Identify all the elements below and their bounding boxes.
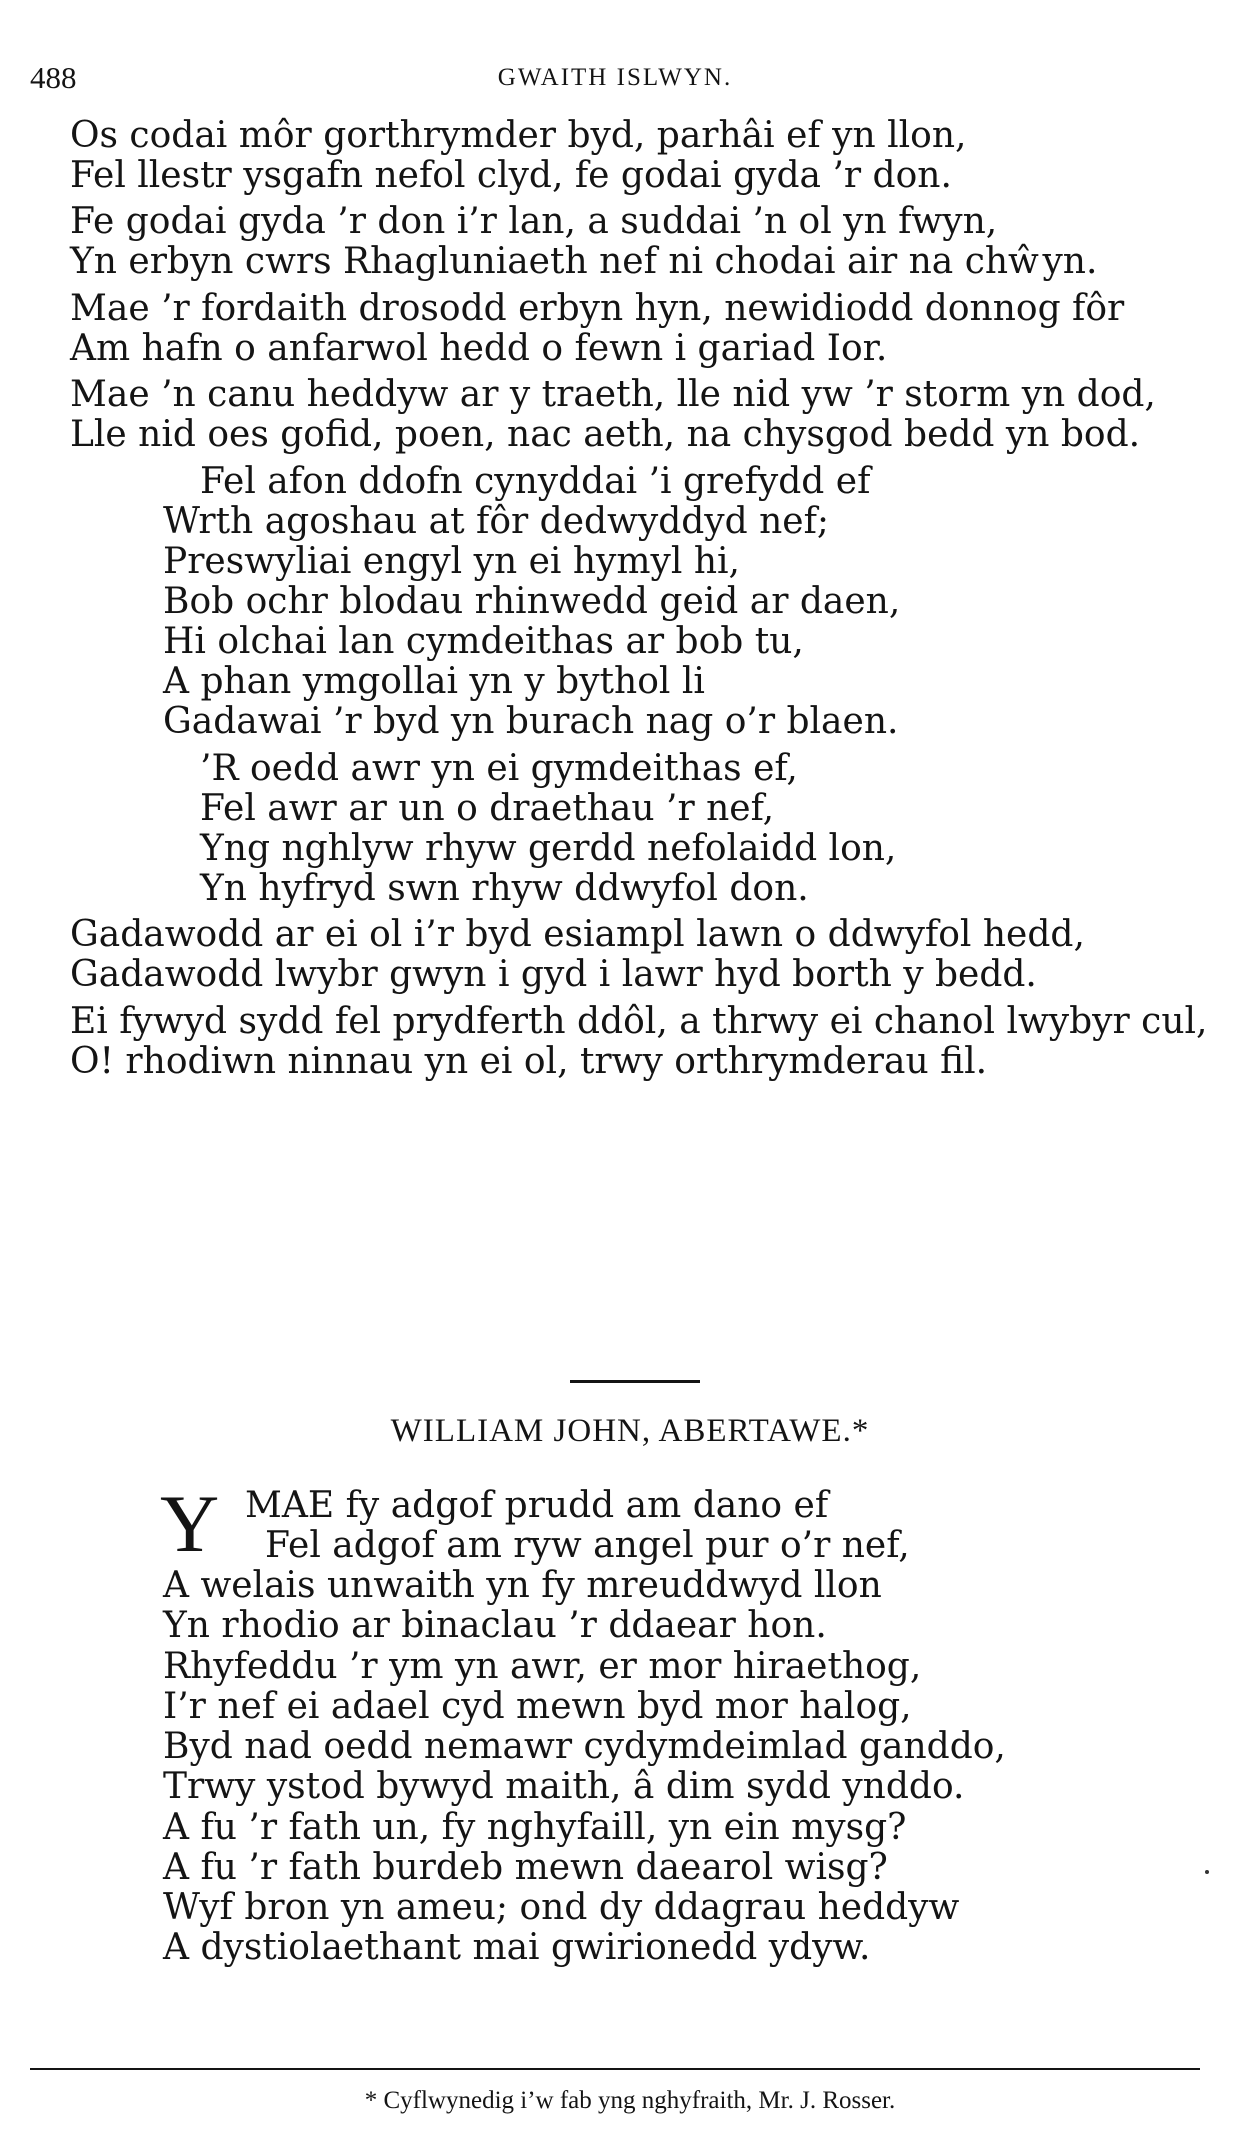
running-head: GWAITH ISLWYN. [497, 64, 733, 91]
verse-line: Mae ’r fordaith drosodd erbyn hyn, newidiodd donnog fôr [70, 288, 1125, 329]
verse-line: Wyf bron yn ameu; ond dy ddagrau heddyw [163, 1887, 960, 1928]
footnote-rule [30, 2068, 1200, 2070]
verse-line: Mae ’n canu heddyw ar y traeth, lle nid yw ’r storm yn dod, [70, 374, 1156, 415]
verse-line: Gadawodd ar ei ol i’r byd esiampl lawn o ddwyfol hedd, [70, 914, 1085, 955]
verse-line: A phan ymgollai yn y bythol li [163, 661, 705, 702]
drop-cap: Y [160, 1478, 220, 1569]
verse-line: Hi olchai lan cymdeithas ar bob tu, [163, 621, 804, 662]
verse-line: A fu ’r fath burdeb mewn daearol wisg? [163, 1847, 888, 1888]
verse-line: Lle nid oes gofid, poen, nac aeth, na chysgod bedd yn bod. [70, 414, 1141, 455]
verse-line: Wrth agoshau at fôr dedwyddyd nef; [163, 501, 830, 542]
verse-line: Os codai môr gorthrymder byd, parhâi ef yn llon, [70, 115, 967, 156]
verse-line: Yn erbyn cwrs Rhagluniaeth nef ni chodai air na chŵyn. [70, 241, 1098, 282]
verse-line: Fel awr ar un o draethau ’r nef, [200, 788, 775, 829]
verse-line: Gadawodd lwybr gwyn i gyd i lawr hyd borth y bedd. [70, 954, 1037, 995]
verse-line: A fu ’r fath un, fy nghyfaill, yn ein mysg? [163, 1807, 907, 1848]
footnote: * Cyflwynedig i’w fab yng nghyfraith, Mr. J. Rosser. [364, 2087, 896, 2114]
verse-line: Fel llestr ysgafn nefol clyd, fe godai gyda ’r don. [70, 155, 952, 196]
verse-line: Yng nghlyw rhyw gerdd nefolaidd lon, [200, 828, 897, 869]
print-speck [1205, 1870, 1209, 1874]
verse-line: I’r nef ei adael cyd mewn byd mor halog, [163, 1686, 912, 1727]
verse-line: Rhyfeddu ’r ym yn awr, er mor hiraethog, [163, 1646, 922, 1687]
verse-line: A dystiolaethant mai gwirionedd ydyw. [163, 1927, 871, 1968]
section-divider [570, 1380, 700, 1383]
verse-line: Ei fywyd sydd fel prydferth ddôl, a thrwy ei chanol lwybyr cul, [70, 1001, 1208, 1042]
verse-line: Yn rhodio ar binaclau ’r ddaear hon. [163, 1605, 827, 1646]
verse-line: Bob ochr blodau rhinwedd geid ar daen, [163, 581, 901, 622]
verse-line: Am hafn o anfarwol hedd o fewn i gariad Ior. [70, 328, 888, 369]
verse-line: Fel adgof am ryw angel pur o’r nef, [265, 1525, 910, 1566]
verse-line: ’R oedd awr yn ei gymdeithas ef, [200, 748, 798, 789]
verse-line: O! rhodiwn ninnau yn ei ol, trwy orthrymderau fil. [70, 1041, 988, 1082]
verse-line: Trwy ystod bywyd maith, â dim sydd ynddo. [163, 1766, 965, 1807]
verse-line: Yn hyfryd swn rhyw ddwyfol don. [200, 868, 809, 909]
verse-line: Fel afon ddofn cynyddai ’i grefydd ef [200, 461, 871, 502]
verse-line: Byd nad oedd nemawr cydymdeimlad ganddo, [163, 1726, 1006, 1767]
verse-line: MAE fy adgof prudd am dano ef [245, 1485, 829, 1526]
page-number: 488 [30, 60, 77, 95]
page-header [30, 60, 1200, 100]
verse-line: Gadawai ’r byd yn burach nag o’r blaen. [163, 701, 899, 742]
verse-line: Fe godai gyda ’r don i’r lan, a suddai ’n ol yn fwyn, [70, 201, 998, 242]
verse-line: Preswyliai engyl yn ei hymyl hi, [163, 541, 740, 582]
poem-title: WILLIAM JOHN, ABERTAWE.* [390, 1413, 870, 1449]
verse-line: A welais unwaith yn fy mreuddwyd llon [163, 1565, 882, 1606]
